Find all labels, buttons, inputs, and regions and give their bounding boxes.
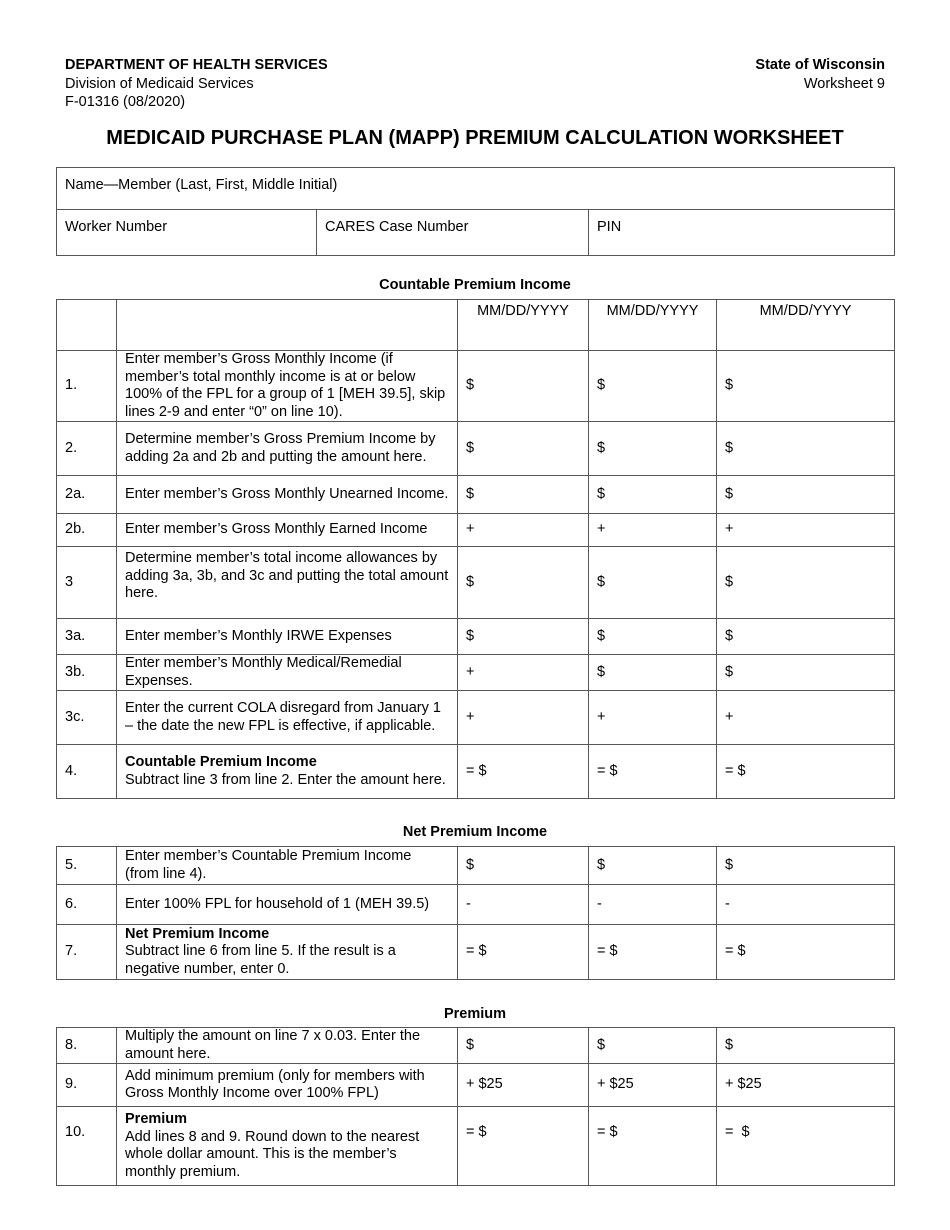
amount-cell[interactable]: + $25 — [589, 1064, 717, 1107]
date-header-row — [57, 300, 895, 351]
amount-cell[interactable]: $ — [589, 1028, 717, 1064]
line-number: 3c. — [57, 691, 117, 745]
worker-number-label: Worker Number — [65, 219, 168, 235]
form-number: F-01316 (08/2020) — [65, 94, 186, 110]
net-income-table — [56, 846, 895, 980]
amount-cell[interactable]: = $ — [589, 745, 717, 799]
amount-cell[interactable]: $ — [717, 351, 895, 422]
amount-cell[interactable]: $ — [717, 619, 895, 655]
amount-cell[interactable]: = $ — [458, 925, 589, 980]
countable-income-table — [56, 299, 895, 799]
line-title: Countable Premium Income — [125, 754, 317, 770]
table-row — [57, 745, 895, 799]
line-instruction: Add lines 8 and 9. Round down to the nearest whole dollar amount. This is the member’s monthly premium. — [125, 1128, 420, 1180]
amount-cell[interactable]: = $ — [717, 925, 895, 980]
amount-cell[interactable]: $ — [589, 422, 717, 476]
blank-cell — [57, 300, 117, 351]
amount-cell[interactable]: + $25 — [458, 1064, 589, 1107]
line-description: Multiply the amount on line 7 x 0.03. Enter the amount here. — [117, 1028, 458, 1064]
cares-case-field[interactable] — [317, 210, 589, 256]
date-header-2[interactable]: MM/DD/YYYY — [589, 300, 717, 351]
premium-table — [56, 1027, 895, 1186]
table-row — [57, 547, 895, 619]
line-title: Net Premium Income — [125, 925, 270, 942]
line-description — [117, 745, 458, 799]
amount-cell[interactable]: $ — [717, 422, 895, 476]
table-row — [57, 847, 895, 885]
state-header — [755, 56, 885, 93]
line-description: Enter member’s Gross Monthly Income (if member’s total monthly income is at or below 100% of the FPL for a group of 1 [MEH 39.5], skip lines 2-9 and enter “0” on line 10). — [117, 351, 458, 422]
member-name-field[interactable] — [57, 168, 895, 210]
amount-cell[interactable]: = $ — [458, 745, 589, 799]
table-row — [57, 619, 895, 655]
line-description: Add minimum premium (only for members with Gross Monthly Income over 100% FPL) — [117, 1064, 458, 1107]
amount-cell[interactable]: + — [717, 514, 895, 547]
amount-cell[interactable]: = $ — [458, 1107, 589, 1186]
table-row — [57, 351, 895, 422]
amount-cell[interactable]: + — [717, 691, 895, 745]
amount-cell[interactable]: $ — [589, 655, 717, 691]
amount-cell[interactable]: $ — [589, 351, 717, 422]
member-info-table — [56, 167, 895, 256]
line-number: 2. — [57, 422, 117, 476]
line-description — [117, 925, 458, 980]
amount-cell[interactable]: $ — [458, 547, 589, 619]
page-title: MEDICAID PURCHASE PLAN (MAPP) PREMIUM CALCULATION WORKSHEET — [106, 127, 844, 149]
amount-cell[interactable]: = $ — [717, 745, 895, 799]
amount-cell[interactable]: $ — [589, 619, 717, 655]
amount-cell[interactable]: $ — [717, 547, 895, 619]
amount-cell[interactable]: = $ — [589, 925, 717, 980]
worksheet-label: Worksheet 9 — [803, 75, 885, 92]
amount-cell[interactable]: + — [589, 691, 717, 745]
line-number: 9. — [57, 1064, 117, 1107]
cares-case-label: CARES Case Number — [325, 219, 469, 235]
amount-cell[interactable]: + $25 — [717, 1064, 895, 1107]
amount-cell[interactable]: $ — [458, 847, 589, 885]
line-number: 5. — [57, 847, 117, 885]
line-description: Determine member’s total income allowances by adding 3a, 3b, and 3c and putting the total amount here. — [117, 547, 458, 619]
line-number: 10. — [57, 1107, 117, 1186]
table-row — [57, 514, 895, 547]
amount-cell[interactable]: $ — [589, 847, 717, 885]
section-title-premium: Premium — [443, 1006, 507, 1022]
table-row — [57, 925, 895, 980]
line-number: 2a. — [57, 476, 117, 514]
amount-cell[interactable]: $ — [589, 547, 717, 619]
section-title-countable: Countable Premium Income — [379, 277, 571, 293]
line-instruction: Subtract line 6 from line 5. If the result is a negative number, enter 0. — [125, 943, 396, 977]
line-number: 3 — [57, 547, 117, 619]
table-row — [57, 1064, 895, 1107]
amount-cell[interactable]: - — [458, 885, 589, 925]
line-number: 8. — [57, 1028, 117, 1064]
line-description: Enter the current COLA disregard from January 1 – the date the new FPL is effective, if applicable. — [117, 691, 458, 745]
line-description: Enter member’s Gross Monthly Unearned Income. — [117, 476, 458, 514]
amount-cell[interactable]: $ — [458, 1028, 589, 1064]
amount-cell[interactable]: + — [589, 514, 717, 547]
line-description: Enter member’s Gross Monthly Earned Income — [117, 514, 458, 547]
date-header-3[interactable]: MM/DD/YYYY — [717, 300, 895, 351]
amount-cell[interactable]: + — [458, 514, 589, 547]
amount-cell[interactable]: $ — [717, 1028, 895, 1064]
date-header-1[interactable]: MM/DD/YYYY — [458, 300, 589, 351]
amount-cell[interactable]: $ — [717, 847, 895, 885]
line-number: 6. — [57, 885, 117, 925]
line-title: Premium — [125, 1111, 188, 1127]
department-name: DEPARTMENT OF HEALTH SERVICES — [65, 57, 328, 73]
table-row — [57, 476, 895, 514]
line-description: Enter member’s Countable Premium Income (from line 4). — [117, 847, 458, 885]
table-row — [57, 1107, 895, 1186]
amount-cell[interactable]: $ — [589, 476, 717, 514]
table-row — [57, 422, 895, 476]
line-description: Enter 100% FPL for household of 1 (MEH 39.5) — [117, 885, 458, 925]
amount-cell[interactable]: $ — [458, 422, 589, 476]
amount-cell[interactable]: $ — [717, 655, 895, 691]
amount-cell[interactable]: = $ — [717, 1107, 895, 1186]
line-number: 3b. — [57, 655, 117, 691]
amount-cell[interactable]: $ — [458, 351, 589, 422]
line-description: Determine member’s Gross Premium Income by adding 2a and 2b and putting the amount here. — [117, 422, 458, 476]
table-row — [57, 655, 895, 691]
member-name-label: Name—Member (Last, First, Middle Initial) — [65, 177, 338, 193]
division-name: Division of Medicaid Services — [65, 75, 254, 92]
line-number: 3a. — [57, 619, 117, 655]
amount-cell[interactable]: $ — [458, 476, 589, 514]
table-row — [57, 691, 895, 745]
amount-cell[interactable]: = $ — [589, 1107, 717, 1186]
line-description — [117, 1107, 458, 1186]
pin-field[interactable] — [589, 210, 895, 256]
amount-cell[interactable]: + — [458, 691, 589, 745]
line-description: Enter member’s Monthly Medical/Remedial Expenses. — [117, 655, 458, 691]
state-name: State of Wisconsin — [755, 57, 885, 73]
amount-cell[interactable]: - — [717, 885, 895, 925]
amount-cell[interactable]: - — [589, 885, 717, 925]
line-description: Enter member’s Monthly IRWE Expenses — [117, 619, 458, 655]
agency-header — [65, 56, 328, 112]
section-title-net: Net Premium Income — [402, 824, 548, 840]
blank-cell — [117, 300, 458, 351]
line-number: 2b. — [57, 514, 117, 547]
amount-cell[interactable]: $ — [458, 619, 589, 655]
table-row — [57, 885, 895, 925]
line-number: 4. — [57, 745, 117, 799]
line-instruction: Subtract line 3 from line 2. Enter the amount here. — [125, 771, 446, 788]
amount-cell[interactable]: $ — [717, 476, 895, 514]
worker-number-field[interactable] — [57, 210, 317, 256]
line-number: 1. — [57, 351, 117, 422]
amount-cell[interactable]: + — [458, 655, 589, 691]
line-number: 7. — [57, 925, 117, 980]
table-row — [57, 1028, 895, 1064]
pin-label: PIN — [597, 219, 622, 235]
